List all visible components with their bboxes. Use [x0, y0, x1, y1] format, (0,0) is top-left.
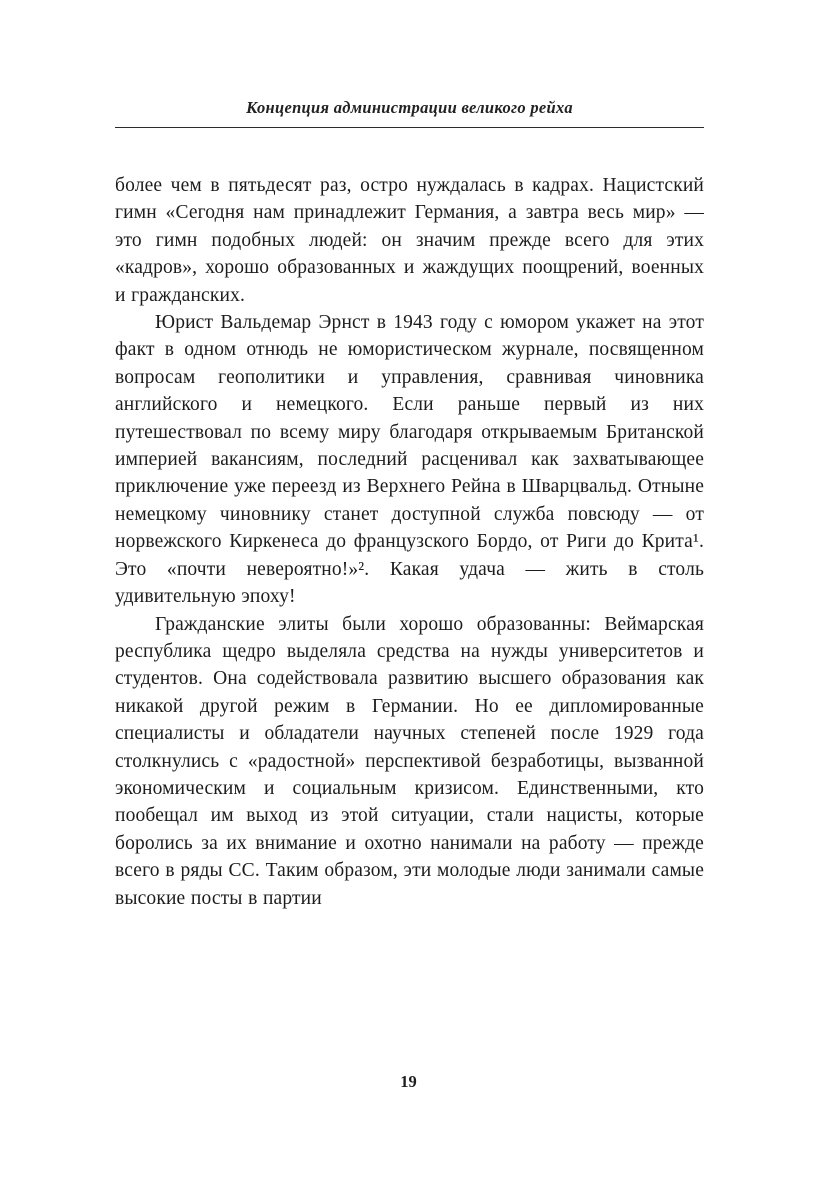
paragraph: Юрист Вальдемар Эрнст в 1943 году с юмором укажет на этот факт в одном отнюдь не юмористическом журнале, посвященном вопросам геополитики и управления, сравнивая чиновника английского и немецкого. Если раньше первый из них путешествовал по всему миру благодаря открываемым Британской империей вакансиям, последний расценивал как захватывающее приключение уже переезд из Верхнего Рейна в Шварцвальд. Отныне немецкому чиновнику станет доступной служба повсюду — от норвежского Киркенеса до французского Бордо, от Риги до Крита¹. Это «почти невероятно!»². Какая удача — жить в столь удивительную эпоху!: [115, 312, 704, 608]
body-text: [115, 172, 704, 912]
page-number: 19: [400, 1072, 417, 1091]
text-column: [115, 98, 704, 912]
running-header: Концепция администрации великого рейха: [115, 98, 704, 128]
paragraph: более чем в пятьдесят раз, остро нуждалась в кадрах. Нацистский гимн «Сегодня нам принадлежит Германия, а завтра весь мир» — это гимн подобных людей: он значим прежде всего для этих «кадров», хорошо образованных и жаждущих поощрений, военных и гражданских.: [115, 175, 704, 306]
paragraph: Гражданские элиты были хорошо образованны: Веймарская республика щедро выделяла средства на нужды университетов и студентов. Она содействовала развитию высшего образования как никакой другой режим в Германии. Но ее дипломированные специалисты и обладатели научных степеней после 1929 года столкнулись с «радостной» перспективой безработицы, вызванной экономическим и социальным кризисом. Единственными, кто пообещал им выход из этой ситуации, стали нацисты, которые боролись за их внимание и охотно нанимали на работу — прежде всего в ряды СС. Таким образом, эти молодые люди занимали самые высокие посты в партии: [115, 613, 704, 909]
